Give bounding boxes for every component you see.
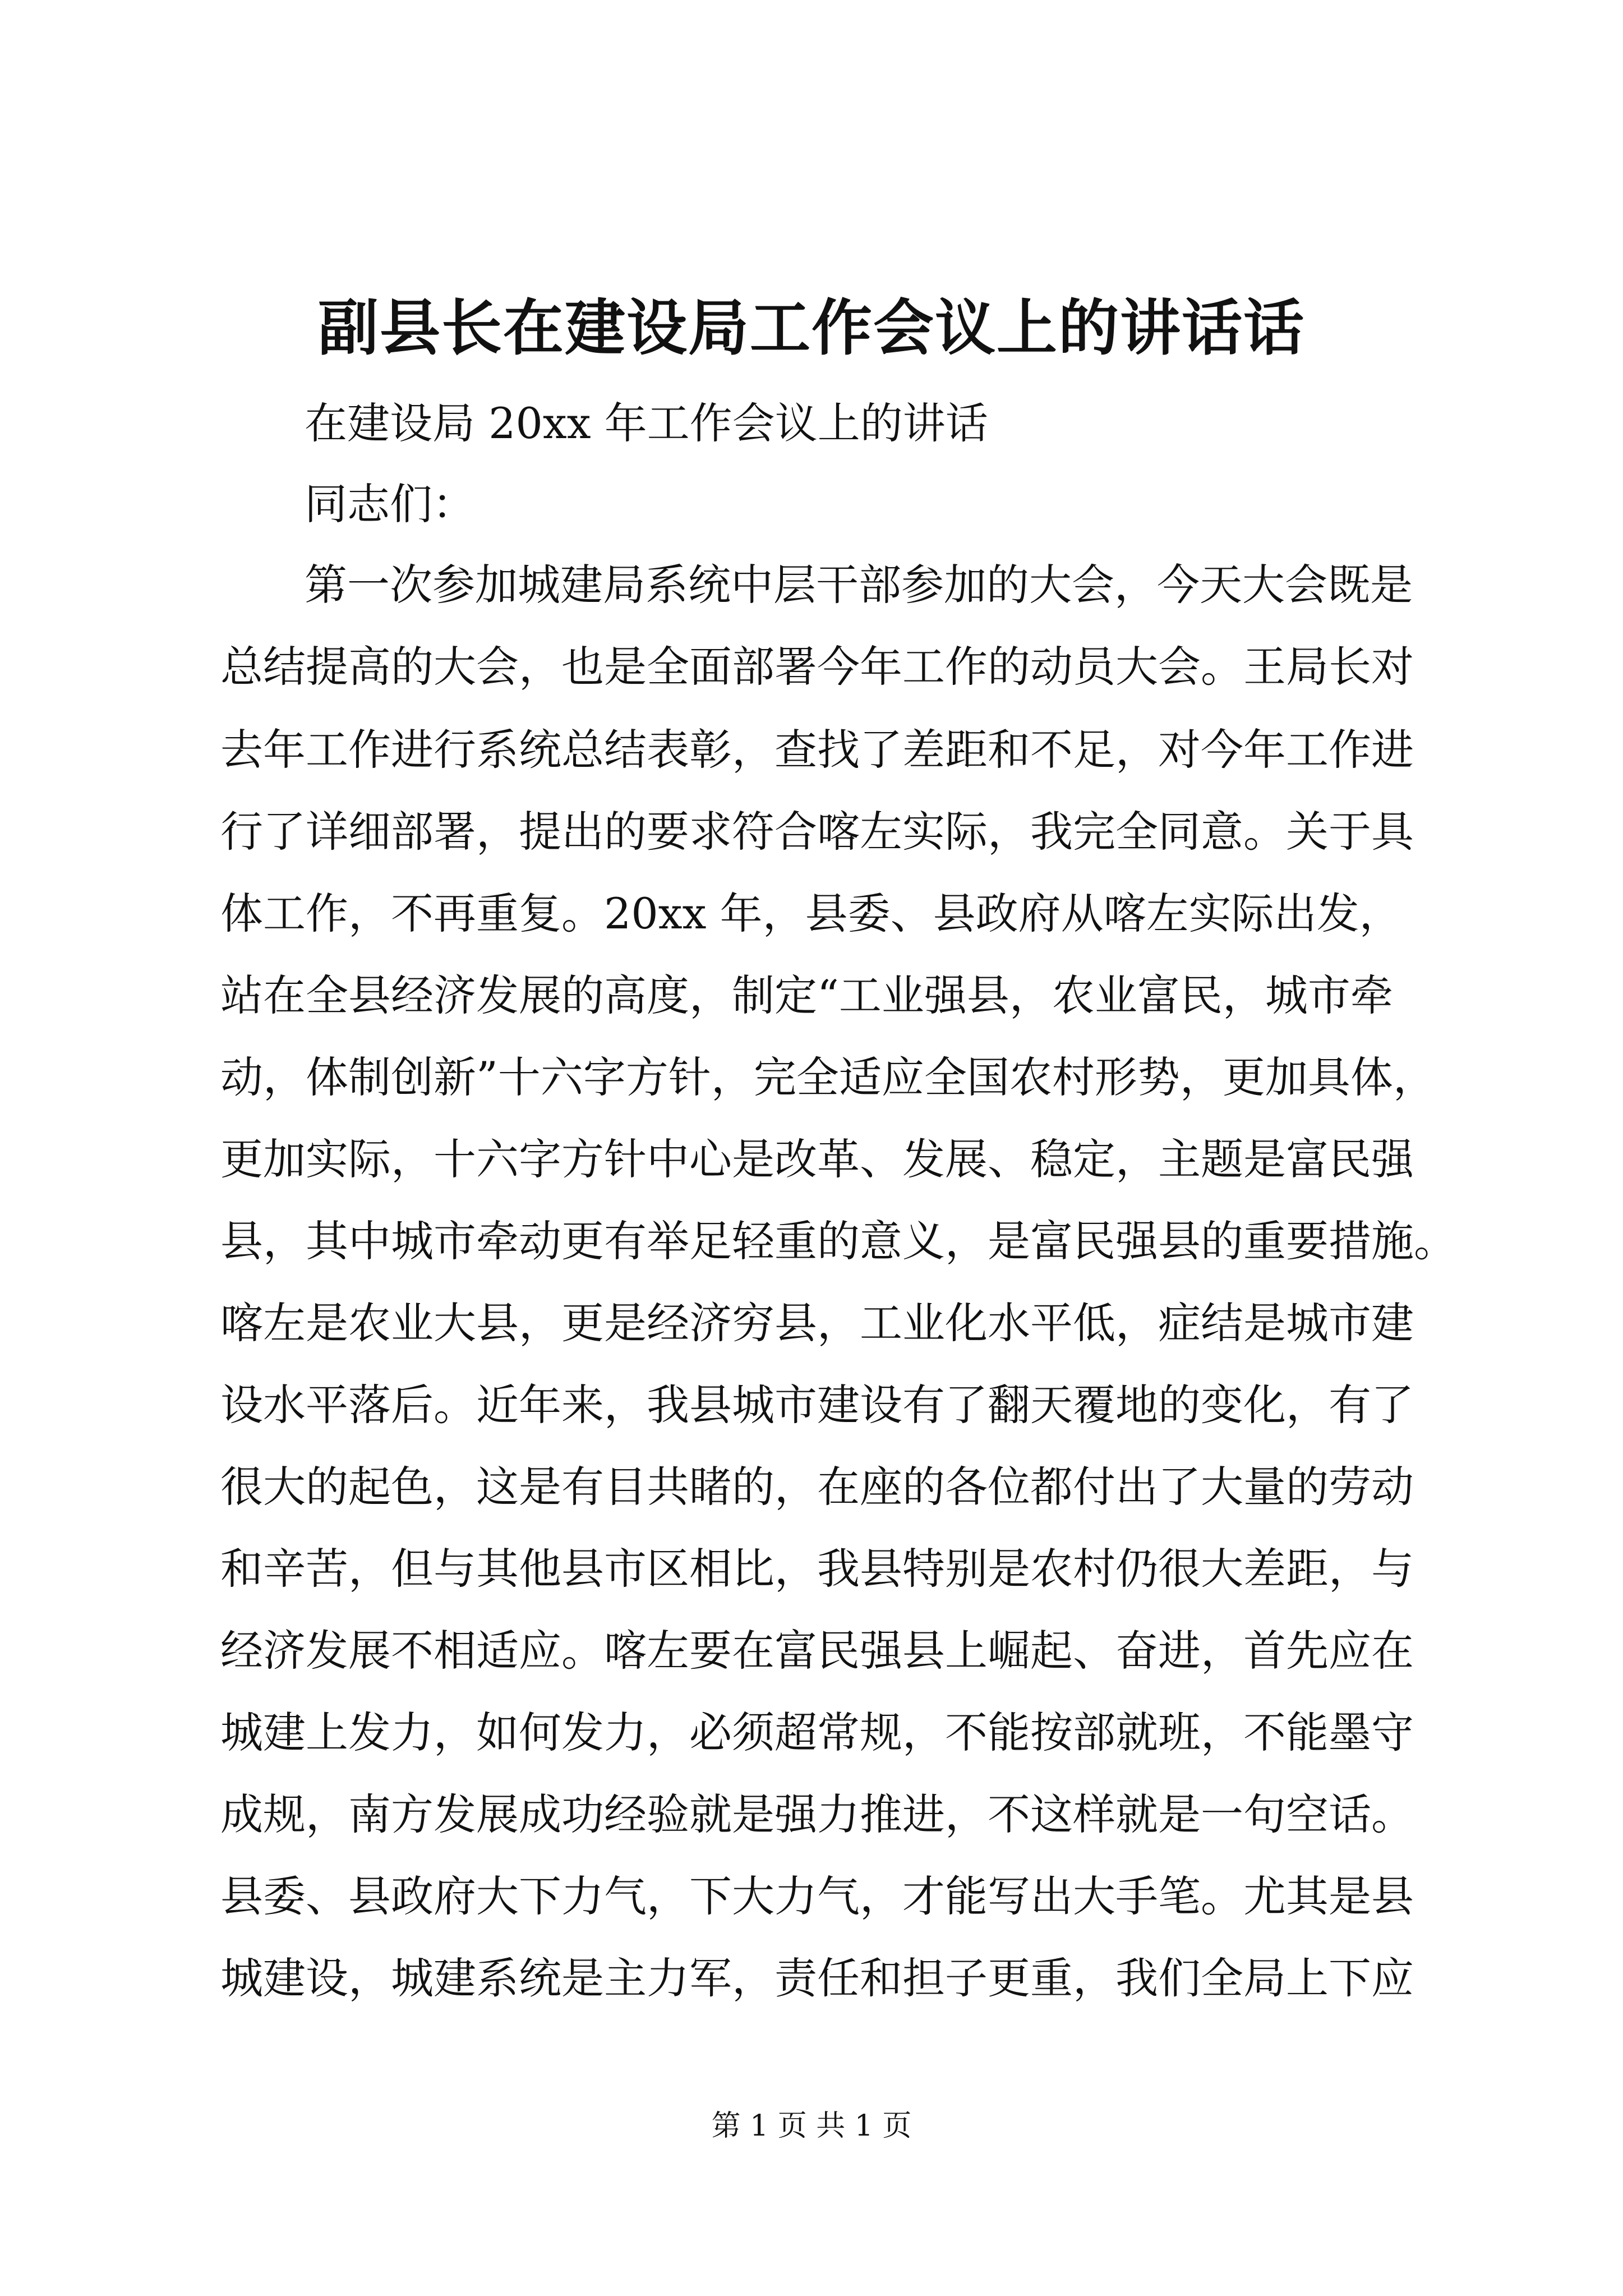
body-line: 体工作，不再重复。20xx 年，县委、县政府从喀左实际出发，	[220, 889, 1402, 938]
salutation-line: 同志们：	[305, 479, 475, 529]
body-line: 城建设，城建系统是主力军，责任和担子更重，我们全局上下应	[220, 1953, 1414, 2003]
body-line: 县委、县政府大下力气，下大力气，才能写出大手笔。尤其是县	[220, 1871, 1414, 1921]
body-line: 县，其中城市牵动更有举足轻重的意义，是富民强县的重要措施。	[220, 1216, 1456, 1266]
body-line: 站在全县经济发展的高度，制定“工业强县，农业富民，城市牵	[220, 970, 1393, 1020]
document-title: 副县长在建设局工作会议上的讲话话	[317, 293, 1305, 364]
body-line: 第一次参加城建局系统中层干部参加的大会，今天大会既是	[305, 560, 1413, 610]
body-line: 成规，南方发展成功经验就是强力推进，不这样就是一句空话。	[220, 1789, 1414, 1839]
body-line: 动，体制创新”十六字方针，完全适应全国农村形势，更加具体，	[220, 1052, 1436, 1102]
body-line: 总结提高的大会，也是全面部署今年工作的动员大会。王局长对	[220, 642, 1414, 692]
page-footer: 第 1 页 共 1 页	[711, 2109, 912, 2143]
body-line: 经济发展不相适应。喀左要在富民强县上崛起、奋进，首先应在	[220, 1626, 1414, 1676]
body-line: 去年工作进行系统总结表彰，查找了差距和不足，对今年工作进	[220, 725, 1414, 775]
body-line: 更加实际，十六字方针中心是改革、发展、稳定，主题是富民强	[220, 1134, 1414, 1184]
body-line: 城建上发力，如何发力，必须超常规，不能按部就班，不能墨守	[220, 1708, 1414, 1757]
body-line: 喀左是农业大县，更是经济穷县，工业化水平低，症结是城市建	[220, 1298, 1414, 1348]
body-line: 和辛苦，但与其他县市区相比，我县特别是农村仍很大差距，与	[220, 1544, 1414, 1594]
body-line: 行了详细部署，提出的要求符合喀左实际，我完全同意。关于具	[220, 807, 1414, 857]
body-line: 设水平落后。近年来，我县城市建设有了翻天覆地的变化，有了	[220, 1380, 1414, 1430]
body-line: 很大的起色，这是有目共睹的，在座的各位都付出了大量的劳动	[220, 1462, 1414, 1512]
subtitle-line: 在建设局 20xx 年工作会议上的讲话	[305, 398, 988, 448]
